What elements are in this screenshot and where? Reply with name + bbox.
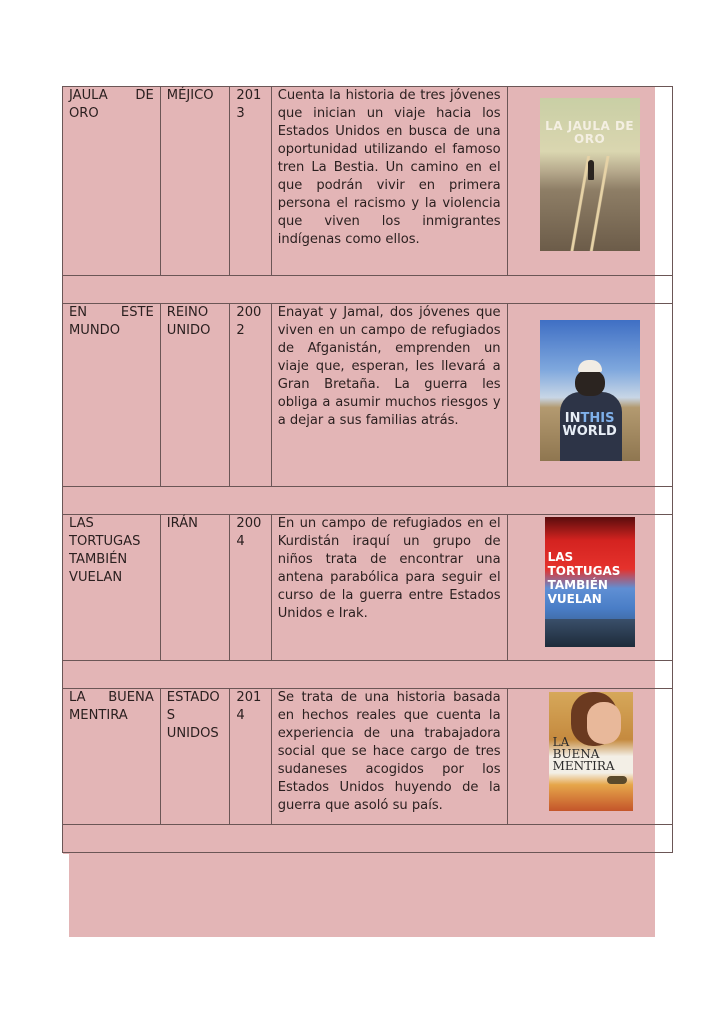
film-year-line2: 4: [236, 534, 245, 549]
description-cell: [271, 87, 507, 276]
film-title: EN ESTE MUNDO: [69, 305, 154, 338]
year-cell: [230, 515, 271, 661]
film-year-line2: 3: [236, 106, 245, 121]
description-cell: [271, 689, 507, 825]
tree-graphic: [607, 776, 627, 784]
country-cell: [160, 304, 230, 487]
film-year-line1: 201: [236, 690, 262, 705]
film-title: LAS TORTUGAS TAMBIÉN VUELAN: [69, 516, 141, 585]
film-description: Se trata de una historia basada en hechos reales que cuenta la experiencia de una trabajadora social que se hace cargo de tres sudaneses acogidos por los Estados Unidos huyendo de la guerra que asoló su país.: [277, 690, 501, 813]
spacer-row: [63, 661, 673, 689]
poster-cell: [507, 689, 672, 825]
film-description: Cuenta la historia de tres jóvenes que inician un viaje hacia los Estados Unidos en busca de una oportunidad utilizando el famoso tren La Bestia. Un camino en el que podrán vivir en primera persona el racismo y la violencia que viven los inmigrantes indígenas como ellos.: [277, 88, 501, 247]
year-cell: [230, 689, 271, 825]
poster-title: LA JAULA DE ORO: [545, 119, 635, 146]
film-title-cell: [63, 304, 161, 487]
poster-cell: [507, 304, 672, 487]
film-description: En un campo de refugiados en el Kurdistán iraquí un grupo de niños trata de encontrar una antena parabólica para seguir el curso de la guerra entre Estados Unidos e Irak.: [277, 516, 501, 621]
country-cell: [160, 689, 230, 825]
movie-poster-image: [540, 320, 640, 461]
crowd-graphic: [545, 619, 635, 647]
film-country: MÉJICO: [166, 88, 214, 103]
movie-poster-image: [549, 692, 633, 811]
film-year-line2: 2: [236, 323, 245, 338]
figure-hat-graphic: [578, 360, 602, 372]
year-cell: [230, 87, 271, 276]
poster-cell: [507, 515, 672, 661]
poster-cell: [507, 87, 672, 276]
film-year-line1: 200: [236, 516, 262, 531]
table-row: [63, 689, 673, 825]
movie-poster-image: [540, 98, 640, 251]
film-description: Enayat y Jamal, dos jóvenes que viven en un campo de refugiados de Afganistán, emprenden un viaje que, esperan, les llevará a Gran Bretaña. La guerra les obliga a asumir muchos riesgos y a dejar a sus familias atrás.: [277, 305, 501, 428]
table-row: [63, 515, 673, 661]
table-row: [63, 304, 673, 487]
table-row: [63, 87, 673, 276]
spacer-row: [63, 487, 673, 515]
film-title-cell: [63, 87, 161, 276]
film-country: REINO UNIDO: [166, 305, 211, 338]
poster-title: LA BUENA MENTIRA: [552, 735, 615, 773]
country-cell: [160, 87, 230, 276]
film-title-cell: [63, 689, 161, 825]
film-year-line1: 200: [236, 305, 262, 320]
film-country: IRÁN: [166, 516, 198, 531]
film-title: JAULA DE ORO: [69, 88, 154, 121]
films-table: [62, 86, 673, 853]
description-cell: [271, 515, 507, 661]
year-cell: [230, 304, 271, 487]
poster-title: INTHIS WORLD: [562, 411, 617, 439]
walking-figure-graphic: [588, 160, 594, 180]
poster-title: LAS TORTUGAS TAMBIÉN VUELAN: [547, 550, 621, 606]
spacer-row: [63, 825, 673, 853]
film-title: LA BUENA MENTIRA: [69, 690, 154, 723]
movie-poster-image: [545, 517, 635, 647]
film-title-cell: [63, 515, 161, 661]
country-cell: [160, 515, 230, 661]
film-country: ESTADO S UNIDOS: [166, 690, 220, 741]
film-year-line2: 4: [236, 708, 245, 723]
film-year-line1: 201: [236, 88, 262, 103]
spacer-row: [63, 276, 673, 304]
figure-head-graphic: [575, 370, 605, 396]
description-cell: [271, 304, 507, 487]
